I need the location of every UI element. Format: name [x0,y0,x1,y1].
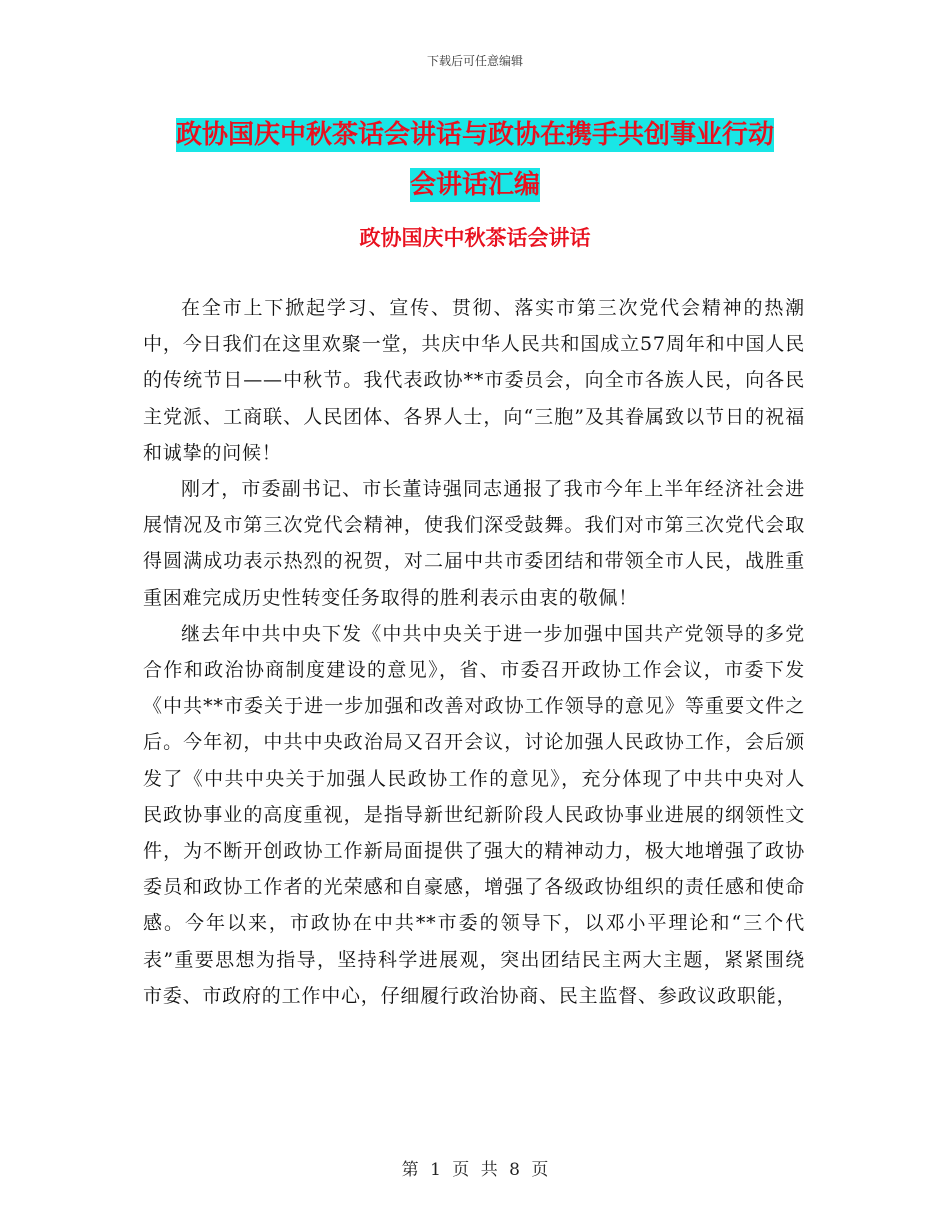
body-text [143,290,805,1014]
document-title-line-1: 政协国庆中秋茶话会讲话与政协在携手共创事业行动 [175,120,774,150]
document-title [140,110,810,210]
paragraph: 继去年中共中央下发《中共中央关于进一步加强中国共产党领导的多党合作和政治协商制度建设的意见》，省、市委召开政协工作会议，市委下发《中共**市委关于进一步加强和改善对政协工作领导的意见》等重要文件之后。今年初，中共中央政治局又召开会议，讨论加强人民政协工作，会后颁发了《中共中央关于加强人民政协工作的意见》，充分体现了中共中央对人民政协事业的高度重视，是指导新世纪新阶段人民政协事业进展的纲领性文件，为不断开创政协工作新局面提供了强大的精神动力，极大地增强了政协委员和政协工作者的光荣感和自豪感，增强了各级政协组织的责任感和使命感。今年以来，市政协在中共**市委的领导下，以邓小平理论和“三个代表”重要思想为指导，坚持科学进展观，突出团结民主两大主题，紧紧围绕市委、市政府的工作中心，仔细履行政治协商、民主监督、参政议政职能， [143,622,805,1007]
paragraph: 在全市上下掀起学习、宣传、贯彻、落实市第三次党代会精神的热潮中，今日我们在这里欢聚一堂，共庆中华人民共和国成立57周年和中国人民的传统节日——中秋节。我代表政协**市委员会，向全市各族人民，向各民主党派、工商联、人民团体、各界人士，向“三胞”及其眷属致以节日的祝福和诚挚的问候！ [143,297,805,464]
page-header-note: 下载后可任意编辑 [426,54,523,68]
page-footer: 第 1 页 共 8 页 [401,1160,549,1180]
section-title: 政协国庆中秋茶话会讲话 [359,226,591,250]
document-title-line-2: 会讲话汇编 [409,170,540,200]
paragraph: 刚才，市委副书记、市长董诗强同志通报了我市今年上半年经济社会进展情况及市第三次党代会精神，使我们深受鼓舞。我们对市第三次党代会取得圆满成功表示热烈的祝贺，对二届中共市委团结和带领全市人民，战胜重重困难完成历史性转变任务取得的胜利表示由衷的敬佩！ [143,478,805,609]
